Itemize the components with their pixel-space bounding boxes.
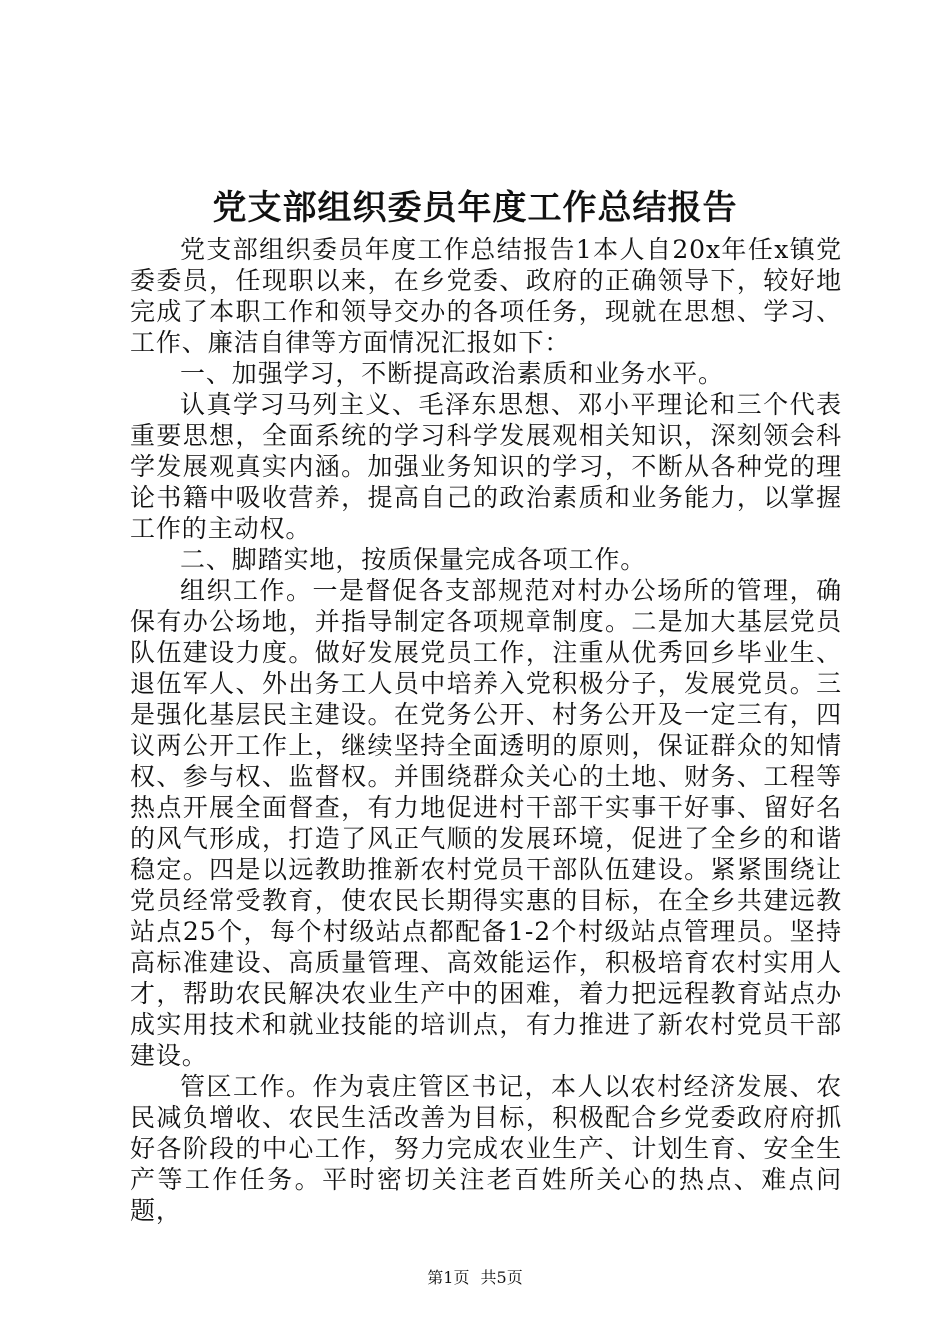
section-heading-work: 二、脚踏实地，按质保量完成各项工作。: [180, 545, 647, 574]
paragraph-study: 认真学习马列主义、毛泽东思想、邓小平理论和三个代表重要思想，全面系统的学习科学发展观相关知识，深刻领会科学发展观真实内涵。加强业务知识的学习，不断从各种党的理论书籍中吸收营养，提高自己的政治素质和业务能力，以掌握工作的主动权。: [130, 390, 842, 543]
section-heading-study: 一、加强学习，不断提高政治素质和业务水平。: [180, 359, 724, 388]
paragraph-intro: 党支部组织委员年度工作总结报告1本人自20x年任x镇党委委员，任现职以来，在乡党委、政府的正确领导下，较好地完成了本职工作和领导交办的各项任务，现就在思想、学习、工作、廉洁自律等方面情况汇报如下：: [130, 235, 842, 357]
paragraph-district-work: 管区工作。作为袁庄管区书记，本人以农村经济发展、农民减负增收、农民生活改善为目标，积极配合乡党委政府府抓好各阶段的中心工作，努力完成农业生产、计划生育、安全生产等工作任务。平时密切关注老百姓所关心的热点、难点问题，: [130, 1072, 842, 1225]
page-number: 第1页: [427, 1268, 470, 1287]
document-title: 党支部组织委员年度工作总结报告: [212, 188, 738, 228]
page-total: 共5页: [480, 1268, 523, 1287]
paragraph-organization-work: 组织工作。一是督促各支部规范对村办公场所的管理，确保有办公场地，并指导制定各项规章制度。二是加大基层党员队伍建设力度。做好发展党员工作，注重从优秀回乡毕业生、退伍军人、外出务工人员中培养入党积极分子，发展党员。三是强化基层民主建设。在党务公开、村务公开及一定三有，四议两公开工作上，继续坚持全面透明的原则，保证群众的知情权、参与权、监督权。并围绕群众关心的土地、财务、工程等热点开展全面督查，有力地促进村干部干实事干好事、留好名的风气形成，打造了风正气顺的发展环境，促进了全乡的和谐稳定。四是以远教助推新农村党员干部队伍建设。紧紧围绕让党员经常受教育，使农民长期得实惠的目标，在全乡共建远教站点25个，每个村级站点都配备1-2个村级站点管理员。坚持高标准建设、高质量管理、高效能运作，积极培育农村实用人才，帮助农民解决农业生产中的困难，着力把远程教育站点办成实用技术和就业技能的培训点，有力推进了新农村党员干部建设。: [130, 576, 842, 1070]
document-body: [130, 234, 842, 1226]
page-footer: [0, 1268, 950, 1288]
